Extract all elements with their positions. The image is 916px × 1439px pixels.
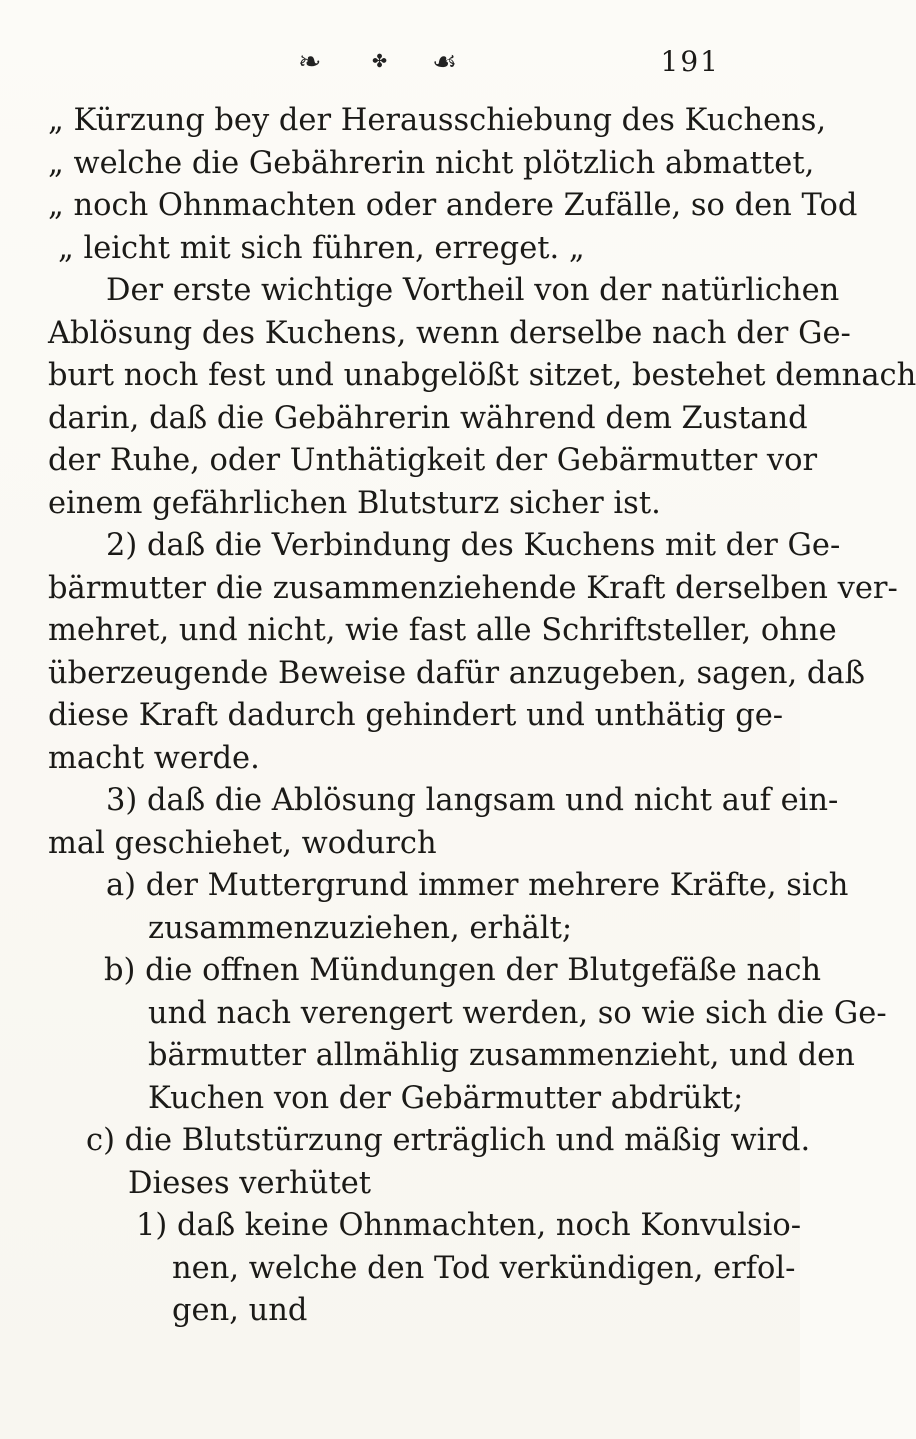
text-line: „ Kürzung bey der Herausschiebung des Kuchens,	[48, 103, 827, 138]
text-line: 3) daß die Ablösung langsam und nicht auf ein-	[106, 783, 839, 818]
text-line: der Ruhe, oder Unthätigkeit der Gebärmutter vor	[48, 443, 818, 478]
text-line: bärmutter allmählig zusammenzieht, und den	[148, 1038, 855, 1073]
text-line: mehret, und nicht, wie fast alle Schriftsteller, ohne	[48, 613, 837, 648]
text-line: Ablösung des Kuchens, wenn derselbe nach der Ge-	[48, 315, 851, 351]
text-line: b) die offnen Mündungen der Blutgefäße nach	[104, 953, 822, 988]
text-line: 2) daß die Verbindung des Kuchens mit der Ge-	[106, 528, 841, 563]
text-line: a) der Muttergrund immer mehrere Kräfte, sich	[106, 868, 849, 903]
text-line: „ leicht mit sich führen, erreget. „	[58, 230, 585, 266]
page-header	[0, 42, 800, 82]
text-line: darin, daß die Gebährerin während dem Zustand	[48, 400, 808, 436]
text-line: c) die Blutstürzung erträglich und mäßig wird.	[86, 1123, 811, 1158]
text-line: einem gefährlichen Blutsturz sicher ist.	[48, 485, 661, 521]
text-line: bärmutter die zusammenziehende Kraft derselben ver-	[48, 570, 898, 606]
text-line: zusammenzuziehen, erhält;	[148, 910, 573, 946]
right-fleuron-icon: ☙	[432, 45, 458, 78]
page-number: 191	[660, 45, 720, 78]
text-line: 1) daß keine Ohnmachten, noch Konvulsio-	[136, 1208, 802, 1243]
text-line: gen, und	[172, 1293, 308, 1328]
center-ornament-icon: ✤	[372, 51, 388, 72]
text-line: nen, welche den Tod verkündigen, erfol-	[172, 1250, 796, 1286]
text-line: Der erste wichtige Vortheil von der natürlichen	[106, 273, 840, 308]
text-line: Dieses verhütet	[128, 1165, 372, 1201]
text-line: macht werde.	[48, 740, 260, 776]
text-line: burt noch fest und unabgelößt sitzet, bestehet demnach	[48, 358, 916, 393]
text-line: mal geschiehet, wodurch	[48, 825, 437, 861]
body-text	[48, 100, 916, 1333]
text-line: diese Kraft dadurch gehindert und unthätig ge-	[48, 698, 784, 733]
text-line: überzeugende Beweise dafür anzugeben, sagen, daß	[48, 655, 865, 691]
text-line: Kuchen von der Gebärmutter abdrükt;	[148, 1080, 744, 1116]
text-line: „ welche die Gebährerin nicht plötzlich abmattet,	[48, 145, 815, 181]
left-fleuron-icon: ❧	[298, 45, 322, 78]
text-line: und nach verengert werden, so wie sich die Ge-	[148, 995, 887, 1031]
text-line: „ noch Ohnmachten oder andere Zufälle, so den Tod	[48, 188, 858, 223]
